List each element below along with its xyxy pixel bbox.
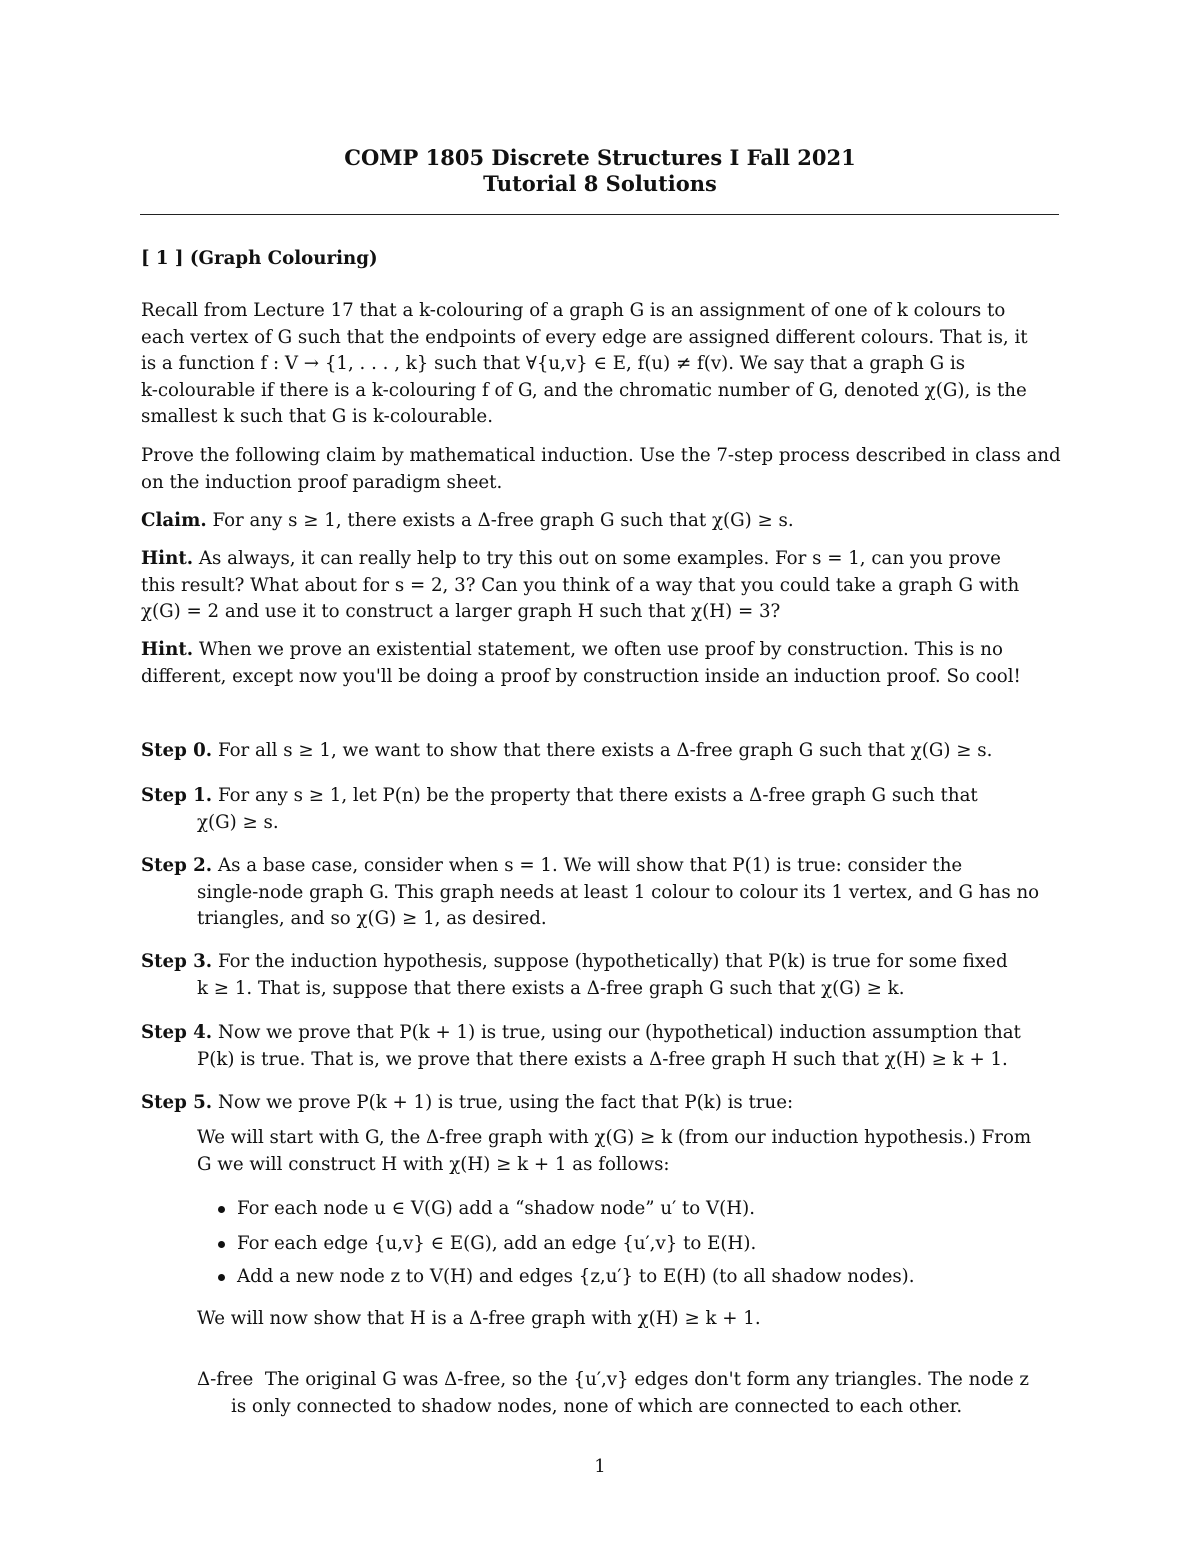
step-label: Step 3. xyxy=(141,951,213,972)
step-text: Now we prove that P(k + 1) is true, using our (hypothetical) induction assumption that xyxy=(217,1022,1021,1043)
intro-line: is a function f : V → {1, . . . , k} such that ∀{u,v} ∈ E, f(u) ≠ f(v). We say that a graph G is xyxy=(141,353,966,374)
proof-step-0 xyxy=(141,738,1059,765)
bullet-text: For each node u ∈ V(G) add a “shadow node” u′ to V(H). xyxy=(237,1198,756,1219)
page-number: 1 xyxy=(594,1456,606,1477)
step5-body xyxy=(197,1125,1059,1178)
show-line: We will now show that H is a Δ-free graph with χ(H) ≥ k + 1. xyxy=(197,1308,761,1329)
step-line: P(k) is true. That is, we prove that there exists a Δ-free graph H such that χ(H) ≥ k + 1. xyxy=(197,1048,1008,1070)
step-line: k ≥ 1. That is, suppose that there exists a Δ-free graph G such that χ(G) ≥ k. xyxy=(197,977,905,999)
document-subtitle: Tutorial 8 Solutions xyxy=(483,171,717,196)
intro-line: smallest k such that G is k-colourable. xyxy=(141,406,493,427)
hint-line: this result? What about for s = 2, 3? Can you think of a way that you could take a graph G with xyxy=(141,574,1020,596)
bullet-dot xyxy=(218,1274,225,1281)
step-text: Now we prove P(k + 1) is true, using the fact that P(k) is true: xyxy=(217,1092,794,1113)
step-label: Step 2. xyxy=(141,855,213,876)
bullet-dot xyxy=(218,1206,225,1213)
step-label: Step 0. xyxy=(141,740,213,761)
step-text: For all s ≥ 1, we want to show that there exists a Δ-free graph G such that χ(G) ≥ s. xyxy=(217,740,993,761)
proof-step-3 xyxy=(141,949,1059,1002)
document-title: COMP 1805 Discrete Structures I Fall 2021 xyxy=(344,145,856,170)
step-line: single-node graph G. This graph needs at least 1 colour to colour its 1 vertex, and G has no xyxy=(197,881,1040,903)
step-label: Step 5. xyxy=(141,1092,213,1113)
intro-line: k-colourable if there is a k-colouring f of G, and the chromatic number of G, denoted χ(G), is the xyxy=(141,379,1027,401)
hint-paragraph-1 xyxy=(141,546,1059,626)
dfree-text: The original G was Δ-free, so the {u′,v} edges don't form any triangles. The node z xyxy=(264,1369,1030,1390)
proof-step-1 xyxy=(141,783,1059,836)
step-label: Step 4. xyxy=(141,1022,213,1043)
proof-step-4 xyxy=(141,1020,1059,1073)
claim-label: Claim. xyxy=(141,510,207,531)
dfree-line: is only connected to shadow nodes, none of which are connected to each other. xyxy=(231,1395,963,1417)
header-rule xyxy=(140,214,1059,215)
instructions-line: on the induction proof paradigm sheet. xyxy=(141,471,503,493)
hint-text: When we prove an existential statement, we often use proof by construction. This is no xyxy=(198,639,1003,660)
hint-line: χ(G) = 2 and use it to construct a larger graph H such that χ(H) = 3? xyxy=(141,601,781,622)
bullet-dot xyxy=(218,1241,225,1248)
bullet-text: For each edge {u,v} ∈ E(G), add an edge {u′,v} to E(H). xyxy=(237,1233,757,1254)
step-line: χ(G) ≥ s. xyxy=(197,811,279,833)
proof-step-2 xyxy=(141,853,1059,933)
hint-line: different, except now you'll be doing a proof by construction inside an induction proof. So cool! xyxy=(141,665,1021,687)
instructions-paragraph xyxy=(141,443,1059,496)
intro-line: Recall from Lecture 17 that a k-colouring of a graph G is an assignment of one of k colours to xyxy=(141,300,1006,321)
step-text: For the induction hypothesis, suppose (hypothetically) that P(k) is true for some fixed xyxy=(217,951,1008,972)
step5-line: G we will construct H with χ(H) ≥ k + 1 as follows: xyxy=(197,1153,670,1175)
intro-paragraph xyxy=(141,298,1059,431)
dfree-paragraph xyxy=(197,1367,1059,1420)
hint-label: Hint. xyxy=(141,548,194,569)
step-text: For any s ≥ 1, let P(n) be the property that there exists a Δ-free graph G such that xyxy=(217,785,978,806)
step-text: As a base case, consider when s = 1. We will show that P(1) is true: consider the xyxy=(217,855,963,876)
section-heading: [ 1 ] (Graph Colouring) xyxy=(141,248,378,269)
bullet-text: Add a new node z to V(H) and edges {z,u′} to E(H) (to all shadow nodes). xyxy=(237,1266,915,1287)
step5-line: We will start with G, the Δ-free graph with χ(G) ≥ k (from our induction hypothesis.) From xyxy=(197,1127,1032,1148)
dfree-label: Δ-free xyxy=(197,1369,254,1390)
step-line: triangles, and so χ(G) ≥ 1, as desired. xyxy=(197,908,547,929)
hint-text: As always, it can really help to try this out on some examples. For s = 1, can you prove xyxy=(198,548,1001,569)
bullet-item xyxy=(218,1231,756,1258)
proof-step-5 xyxy=(141,1090,1059,1117)
claim-text: For any s ≥ 1, there exists a Δ-free graph G such that χ(G) ≥ s. xyxy=(212,510,794,531)
bullet-item xyxy=(218,1264,915,1291)
claim-paragraph xyxy=(141,508,1059,535)
bullet-item xyxy=(218,1196,755,1223)
step-label: Step 1. xyxy=(141,785,213,806)
instructions-line: Prove the following claim by mathematical induction. Use the 7-step process described in class and xyxy=(141,445,1061,466)
intro-line: each vertex of G such that the endpoints of every edge are assigned different colours. That is, it xyxy=(141,326,1028,348)
hint-paragraph-2 xyxy=(141,637,1059,690)
hint-label: Hint. xyxy=(141,639,194,660)
